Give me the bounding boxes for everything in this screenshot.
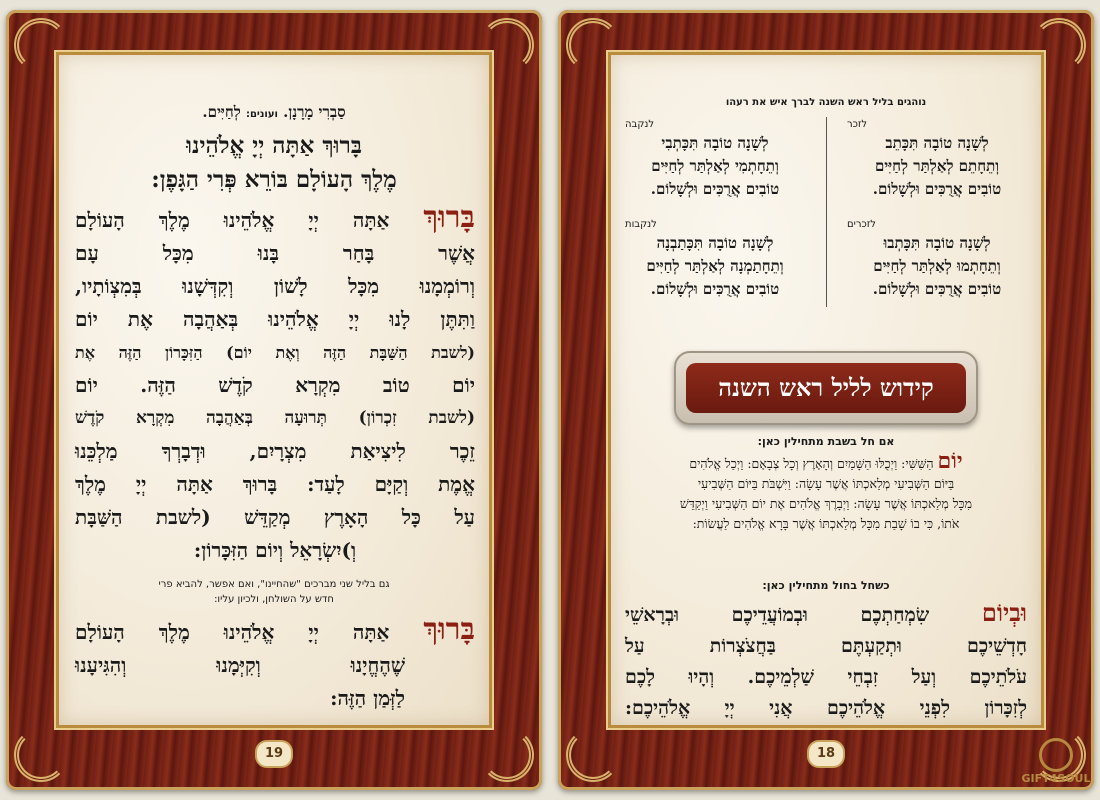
- greeting-label: לזכר: [847, 119, 868, 130]
- kiddush-body: [75, 201, 475, 567]
- page-right-content: [608, 52, 1044, 728]
- shabbat-note: אם חל בשבת מתחילין כאן:: [757, 435, 895, 448]
- greeting-line: לְשָׁנָה טוֹבָה תִּכָּתַבְנָה: [656, 234, 774, 252]
- ornament-corner: [14, 728, 68, 782]
- column-divider: [826, 117, 827, 307]
- greeting-heading: נוהגים בליל ראש השנה לברך איש את רעהו: [725, 97, 927, 108]
- drop-word: וּבְיוֹם: [981, 598, 1027, 627]
- ornament-corner: [480, 728, 534, 782]
- shabbat-passage: [625, 448, 1027, 534]
- intro-text: סַבְרִי מָרָנָן.: [283, 103, 346, 121]
- greeting-line: לְשָׁנָה טוֹבָה תִּכָּתֵב: [885, 134, 989, 152]
- greeting-label: לזכרים: [847, 219, 876, 230]
- weekday-note: כשחל בחול מתחילין כאן:: [762, 579, 890, 592]
- ornament-corner: [566, 728, 620, 782]
- body-line: יוֹם טוֹב מִקְרָא קֹדֶשׁ הַזֶּה. יוֹם: [75, 373, 475, 397]
- blessing-title-line: מֶלֶךְ הָעוֹלָם בּוֹרֵא פְּרִי הַגָּפֶן:: [151, 166, 397, 193]
- greeting-label: לנקבה: [625, 119, 655, 130]
- celtic-knot-icon: [1039, 738, 1073, 772]
- greeting-male: [847, 119, 1027, 201]
- weekday-line: עֹלֹתֵיכֶם וְעַל זִבְחֵי שַׁלְמֵיכֶם. וְהָיוּ לָכֶם: [625, 666, 1027, 688]
- weekday-line: לְזִכָּרוֹן לִפְנֵי אֱלֹהֵיכֶם אֲנִי יְיָ אֱלֹהֵיכֶם:: [625, 697, 1027, 719]
- greeting-line: טוֹבִים אֲרֻכִּים וּלְשָׁלוֹם.: [872, 280, 1002, 298]
- intro-answer: לְחַיִּים.: [202, 103, 241, 121]
- greeting-line: וְתֵחָתַמְנָה לְאַלְתַּר לְחַיִּים: [646, 257, 784, 275]
- shabbat-line: בַּיּוֹם הַשְּׁבִיעִי מְלַאכְתּוֹ אֲשֶׁר עָשָׂה: וַיִּשְׁבֹּת בַּיּוֹם הַשְּׁבִיעִי: [697, 476, 955, 491]
- shabbat-line: מִכָּל מְלַאכְתּוֹ אֲשֶׁר עָשָׂה: וַיְבָרֶךְ אֱלֹהִים אֶת יוֹם הַשְּׁבִיעִי וַיְקַדֵּשׁ: [679, 496, 973, 511]
- page-left-content: [56, 52, 492, 728]
- intro-instruction: ועונים:: [245, 109, 278, 120]
- shehecheyanu-line: אַתָּה יְיָ אֱלֹהֵינוּ מֶלֶךְ הָעוֹלָם: [75, 620, 390, 644]
- greeting-line: לְשָׁנָה טוֹבָה תִּכָּתְבִי: [661, 134, 769, 152]
- page-right: [558, 10, 1094, 790]
- body-line: אֲשֶׁר בָּחַר בָּנוּ מִכָּל עָם: [75, 241, 475, 265]
- body-line: זֵכֶר לִיצִיאַת מִצְרָיִם, וּדְבָרְךָ מַלְכֵּנוּ: [75, 439, 475, 463]
- greeting-line: טוֹבִים אֲרֻכִּים וּלְשָׁלוֹם.: [650, 280, 780, 298]
- shabbat-line: אֹתוֹ, כִּי בוֹ שָׁבַת מִכָּל מְלַאכְתּוֹ אֲשֶׁר בָּרָא אֱלֹהִים לַעֲשׂוֹת:: [692, 516, 960, 531]
- note-line: גם בליל שני מברכים "שהחיינו", ואם אפשר, להביא פרי: [158, 579, 390, 590]
- title-banner: [674, 351, 978, 425]
- greeting-label: לנקבות: [625, 219, 657, 230]
- weekday-line: שִׂמְחַתְכֶם וּבְמוֹעֲדֵיכֶם וּבְרָאשֵׁי: [625, 604, 930, 626]
- body-line: (לשבת זִכְרוֹן) תְּרוּעָה בְּאַהֲבָה מִקְרָא קֹדֶשׁ: [75, 408, 475, 428]
- greeting-line: וְתֵחָתֵם לְאַלְתַּר לְחַיִּים: [874, 157, 1000, 175]
- body-line: עַל כָּל הָאָרֶץ מְקַדֵּשׁ (לשבת הַשַּׁבָּת: [75, 505, 475, 529]
- body-line: וַתִּתֶּן לָנוּ יְיָ אֱלֹהֵינוּ בְּאַהֲבָה אֶת יוֹם: [75, 307, 475, 331]
- body-line: וְרוֹמְמָנוּ מִכָּל לָשׁוֹן וְקִדְּשָׁנוּ בְּמִצְוֹתָיו,: [75, 274, 475, 298]
- page-number: 19: [255, 740, 293, 768]
- blessing-title: [77, 129, 471, 197]
- drop-word: בָּרוּךְ: [423, 200, 475, 235]
- body-line: וְ)יִשְׂרָאֵל וְיוֹם הַזִּכָּרוֹן:: [193, 538, 357, 562]
- greeting-females: [625, 219, 805, 301]
- shehecheyanu-blessing: [75, 613, 475, 715]
- greeting-line: טוֹבִים אֲרֻכִּים וּלְשָׁלוֹם.: [650, 180, 780, 198]
- page-left: [6, 10, 542, 790]
- drop-word: בָּרוּךְ: [423, 612, 475, 647]
- blessing-title-line: בָּרוּךְ אַתָּה יְיָ אֱלֹהֵינוּ: [186, 132, 362, 159]
- shehecheyanu-line: לַזְּמַן הַזֶּה:: [330, 686, 405, 710]
- shabbat-line: הַשִּׁשִּׁי: וַיְכֻלּוּ הַשָּׁמַיִם וְהָאָרֶץ וְכָל צְבָאָם: וַיְכַל אֱלֹהִים: [689, 456, 934, 471]
- weekday-line: חָדְשֵׁיכֶם וּתְקַעְתֶּם בַּחֲצֹצְרוֹת עַל: [625, 635, 1027, 657]
- shehecheyanu-note: [77, 577, 471, 607]
- logo-text: GIFT4SOUL: [1021, 772, 1091, 785]
- drop-word: יוֹם: [937, 448, 963, 474]
- shehecheyanu-line: שֶׁהֶחֱיָנוּ וְקִיְּמָנוּ וְהִגִּיעָנוּ: [75, 653, 405, 677]
- body-line: אַתָּה יְיָ אֱלֹהֵינוּ מֶלֶךְ הָעוֹלָם: [75, 208, 390, 232]
- body-line: (לשבת הַשַּׁבָּת הַזֶּה וְאֶת יוֹם) הַזִּכָּרוֹן הַזֶּה אֶת: [75, 343, 475, 362]
- greeting-males: [847, 219, 1027, 301]
- greeting-line: לְשָׁנָה טוֹבָה תִּכָּתְבוּ: [883, 234, 991, 252]
- greeting-line: וְתֵחָתְמוּ לְאַלְתַּר לְחַיִּים: [873, 257, 1001, 275]
- greeting-line: טוֹבִים אֲרֻכִּים וּלְשָׁלוֹם.: [872, 180, 1002, 198]
- note-line: חדש על השולחן, ולכיון עליו:: [214, 594, 334, 605]
- body-line: אֱמֶת וְקַיָּם לָעַד: בָּרוּךְ אַתָּה יְיָ מֶלֶךְ: [75, 472, 475, 496]
- weekday-passage: [625, 597, 1027, 724]
- greeting-female: [625, 119, 805, 201]
- banner-title: קידוש לליל ראש השנה: [686, 363, 966, 413]
- page-number: 18: [807, 740, 845, 768]
- intro-line: [77, 103, 471, 122]
- brand-logo: [1020, 738, 1092, 796]
- greeting-line: וְתֵחָתְמִי לְאַלְתַּר לְחַיִּים: [651, 157, 779, 175]
